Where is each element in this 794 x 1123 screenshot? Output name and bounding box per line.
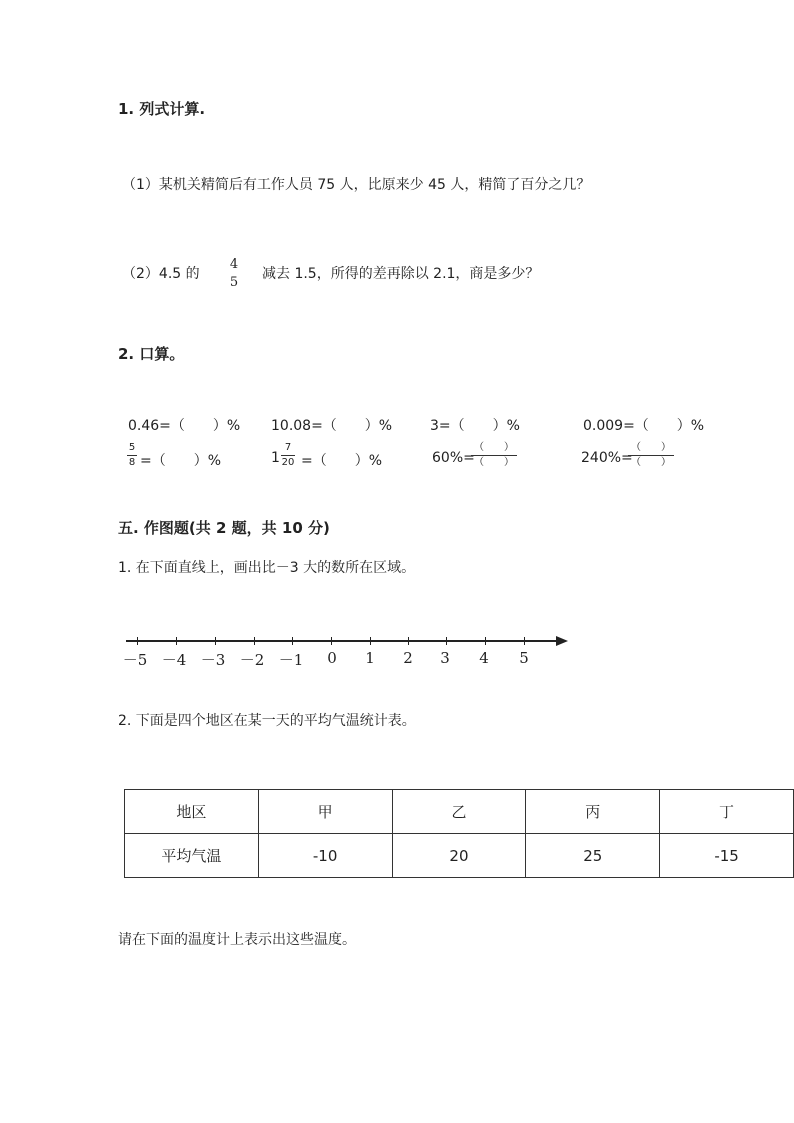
number-line-tick (331, 637, 332, 645)
table-header-cell: 丙 (526, 790, 660, 834)
fraction-bar (471, 455, 517, 456)
number-line-label: －4 (161, 651, 187, 669)
number-line-tick (370, 637, 371, 645)
fraction-numerator-blank: （ ） (631, 442, 671, 453)
fraction-denominator: 8 (128, 457, 136, 468)
table-header-cell: 丁 (660, 790, 794, 834)
thermometer-instruction: 请在下面的温度计上表示出这些温度。 (118, 932, 356, 948)
table-cell: -15 (660, 834, 794, 878)
table-cell: 20 (392, 834, 526, 878)
number-line-label: －2 (239, 651, 265, 669)
number-line-tick (137, 637, 138, 645)
fraction-numerator-blank: （ ） (474, 442, 514, 453)
fraction-numerator: 7 (284, 442, 292, 453)
table-header-cell: 甲 (258, 790, 392, 834)
fraction-denominator-blank: （ ） (474, 457, 514, 468)
mental-math-item: =（ ）% (140, 453, 222, 469)
blank-fraction (471, 443, 517, 468)
number-line-label: －3 (200, 651, 226, 669)
mental-math-item: 0.009=（ ）% (583, 418, 705, 434)
blank-fraction (628, 443, 674, 468)
mental-math-item: =（ ）% (301, 453, 383, 469)
number-line-tick (485, 637, 486, 645)
fraction-seven-twentieths (281, 443, 295, 468)
q1-fraction-four-fifths (225, 258, 243, 289)
q1-problem-2-end: 减去 1.5，所得的差再除以 2.1，商是多少？ (262, 266, 540, 282)
number-line-tick (176, 637, 177, 645)
q1-problem-2-start: （2）4.5 的 (122, 266, 200, 282)
fraction-denominator-blank: （ ） (631, 457, 671, 468)
number-line-tick (292, 637, 293, 645)
fraction-numerator: 5 (128, 442, 136, 453)
table-header-cell: 地区 (125, 790, 259, 834)
temperature-table (124, 789, 794, 878)
number-line-label: －5 (122, 651, 148, 669)
mental-math-item: 3=（ ）% (430, 418, 520, 434)
table-header-cell: 乙 (392, 790, 526, 834)
table-cell: -10 (258, 834, 392, 878)
number-line-tick (446, 637, 447, 645)
fraction-five-eighths (127, 443, 137, 468)
number-line-label: 5 (519, 649, 529, 667)
fraction-denominator: 20 (281, 457, 295, 468)
section-five-title: 五. 作图题(共 2 题，共 10 分) (118, 519, 330, 537)
number-line-label: 0 (327, 649, 337, 667)
table-cell: 25 (526, 834, 660, 878)
mental-math-item: 60%= (432, 450, 475, 466)
number-line-label: 2 (403, 649, 413, 667)
table-cell: 平均气温 (125, 834, 259, 878)
number-line-label: 3 (440, 649, 450, 667)
fraction-denominator: 5 (229, 275, 239, 290)
fraction-bar (127, 455, 137, 456)
arrow-right-icon (556, 636, 568, 646)
mixed-number-whole: 1 (271, 450, 280, 466)
number-line-label: －1 (278, 651, 304, 669)
number-line-tick (408, 637, 409, 645)
mental-math-item: 10.08=（ ）% (271, 418, 393, 434)
fraction-numerator: 4 (229, 257, 239, 272)
table-header-row (125, 790, 794, 834)
number-line-tick (254, 637, 255, 645)
q1-title: 1. 列式计算. (118, 100, 206, 118)
section5-q2: 2. 下面是四个地区在某一天的平均气温统计表。 (118, 713, 416, 729)
number-line-axis (126, 640, 558, 642)
mental-math-item: 240%= (581, 450, 633, 466)
fraction-bar (281, 455, 295, 456)
number-line-label: 4 (479, 649, 489, 667)
q1-problem-1: （1）某机关精简后有工作人员 75 人，比原来少 45 人，精简了百分之几？ (122, 177, 591, 193)
mental-math-item: 0.46=（ ）% (128, 418, 241, 434)
q2-title: 2. 口算。 (118, 345, 185, 363)
number-line-label: 1 (365, 649, 375, 667)
section5-q1: 1. 在下面直线上，画出比－3 大的数所在区域。 (118, 560, 416, 576)
number-line-tick (215, 637, 216, 645)
number-line-tick (524, 637, 525, 645)
table-row (125, 834, 794, 878)
fraction-bar (628, 455, 674, 456)
